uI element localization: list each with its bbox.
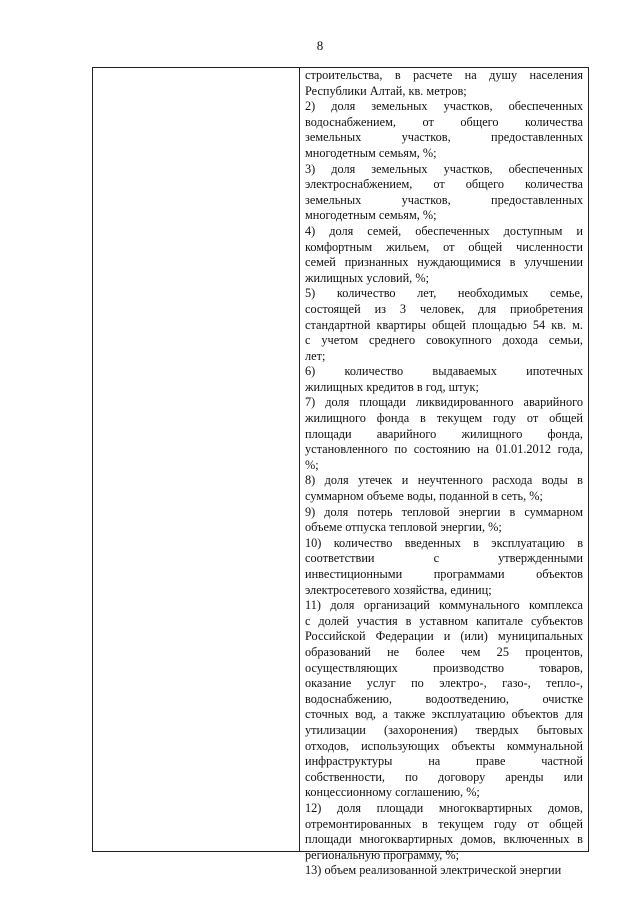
indicator-line: жилищных условий, %; bbox=[305, 270, 429, 285]
indicator-line: утилизации (захоронения) твердых бытовых bbox=[305, 722, 583, 737]
indicator-line: жилищного фонда в текущем году от общей bbox=[305, 411, 583, 426]
indicator-line: инвестиционными программами объектов bbox=[305, 567, 583, 581]
indicator-item bbox=[305, 395, 583, 473]
indicator-line: 11) доля организаций коммунального комплекса bbox=[305, 598, 583, 613]
indicator-table bbox=[92, 67, 589, 878]
indicator-line: 8) доля утечек и неучтенного расхода воды в bbox=[305, 473, 583, 488]
indicator-line: объеме отпуска тепловой энергии, %; bbox=[305, 520, 502, 535]
indicator-item bbox=[305, 801, 583, 863]
indicator-line: площади аварийного жилищного фонда, bbox=[305, 426, 583, 441]
indicator-line: 10) количество введенных в эксплуатацию в bbox=[305, 535, 583, 550]
table-right-cell bbox=[300, 68, 588, 878]
indicator-line: отремонтированных в текущем году от общей bbox=[305, 816, 583, 831]
indicator-item bbox=[305, 68, 583, 99]
indicator-line: 13) объем реализованной электрической энергии bbox=[305, 863, 562, 878]
indicator-line: отходов, использующих объекты коммунальной bbox=[305, 738, 583, 753]
indicator-line: оказание услуг по электро-, газо-, тепло-, bbox=[305, 676, 583, 691]
indicator-line: площади многоквартирных домов, включенных в bbox=[305, 832, 583, 847]
indicator-line: %; bbox=[305, 457, 319, 472]
indicator-line: 7) доля площади ликвидированного аварийного bbox=[305, 395, 583, 410]
indicator-line: состоящей из 3 человек, для приобретения bbox=[305, 301, 583, 316]
indicator-line: собственности, по договору аренды или bbox=[305, 769, 583, 784]
indicator-line: с учетом среднего совокупного дохода семьи, bbox=[305, 333, 583, 348]
indicator-line: 2) доля земельных участков, обеспеченных bbox=[305, 99, 583, 114]
indicator-line: водоснабжением, от общего количества bbox=[305, 114, 583, 129]
indicator-line: 6) количество выдаваемых ипотечных bbox=[305, 364, 583, 379]
indicator-line: электросетевого хозяйства, единиц; bbox=[305, 582, 492, 597]
indicator-item bbox=[305, 598, 583, 801]
indicator-line: строительства, в расчете на душу населения bbox=[305, 68, 583, 82]
indicator-item bbox=[305, 99, 583, 161]
indicator-line: лет; bbox=[305, 348, 326, 363]
indicator-line: концессионному соглашению, %; bbox=[305, 785, 480, 800]
indicator-line: установленного по состоянию на 01.01.2012 года, bbox=[305, 442, 583, 457]
indicator-line: электроснабжением, от общего количества bbox=[305, 177, 583, 192]
indicator-item bbox=[305, 863, 583, 879]
indicator-item bbox=[305, 364, 583, 395]
page-number: 8 bbox=[316, 38, 324, 53]
indicator-line: образований не более чем 25 процентов, bbox=[305, 644, 583, 659]
indicator-item bbox=[305, 505, 583, 536]
table-left-cell bbox=[93, 68, 299, 851]
indicator-line: водоснабжению, водоотведению, очистке bbox=[305, 691, 583, 706]
indicator-line: комфортным жильем, от общей численности bbox=[305, 239, 583, 254]
indicator-line: с долей участия в уставном капитале субъектов bbox=[305, 613, 583, 628]
indicator-line: стандартной квартиры общей площадью 54 кв. м. bbox=[305, 317, 583, 332]
indicator-item bbox=[305, 162, 583, 224]
indicator-line: 9) доля потерь тепловой энергии в суммарном bbox=[305, 504, 583, 519]
indicator-line: многодетным семьям, %; bbox=[305, 145, 437, 160]
indicator-line: 12) доля площади многоквартирных домов, bbox=[305, 800, 583, 815]
indicator-line: многодетным семьям, %; bbox=[305, 208, 437, 223]
indicator-line: 3) доля земельных участков, обеспеченных bbox=[305, 161, 583, 176]
indicator-line: сточных вод, а также эксплуатацию объектов для bbox=[305, 707, 583, 722]
indicator-item bbox=[305, 224, 583, 286]
indicator-line: земельных участков, предоставленных bbox=[305, 192, 583, 207]
indicator-item bbox=[305, 286, 583, 364]
indicator-item bbox=[305, 536, 583, 598]
indicator-line: жилищных кредитов в год, штук; bbox=[305, 379, 479, 394]
indicator-line: 5) количество лет, необходимых семье, bbox=[305, 286, 583, 301]
indicator-line: Республики Алтай, кв. метров; bbox=[305, 83, 467, 98]
indicator-line: инфраструктуры на праве частной bbox=[305, 754, 583, 769]
indicator-line: суммарном объеме воды, поданной в сеть, %; bbox=[305, 489, 543, 504]
indicator-line: семей признанных нуждающимися в улучшении bbox=[305, 255, 583, 270]
indicator-line: 4) доля семей, обеспеченных доступным и bbox=[305, 223, 583, 238]
indicator-item bbox=[305, 473, 583, 504]
indicator-list bbox=[305, 68, 583, 879]
indicator-line: осуществляющих производство товаров, bbox=[305, 660, 583, 675]
indicator-line: земельных участков, предоставленных bbox=[305, 130, 583, 145]
indicator-line: региональную программу, %; bbox=[305, 847, 460, 862]
indicator-line: Российской Федерации и (или) муниципальных bbox=[305, 629, 583, 644]
indicator-line: соответствии с утвержденными bbox=[305, 551, 583, 566]
